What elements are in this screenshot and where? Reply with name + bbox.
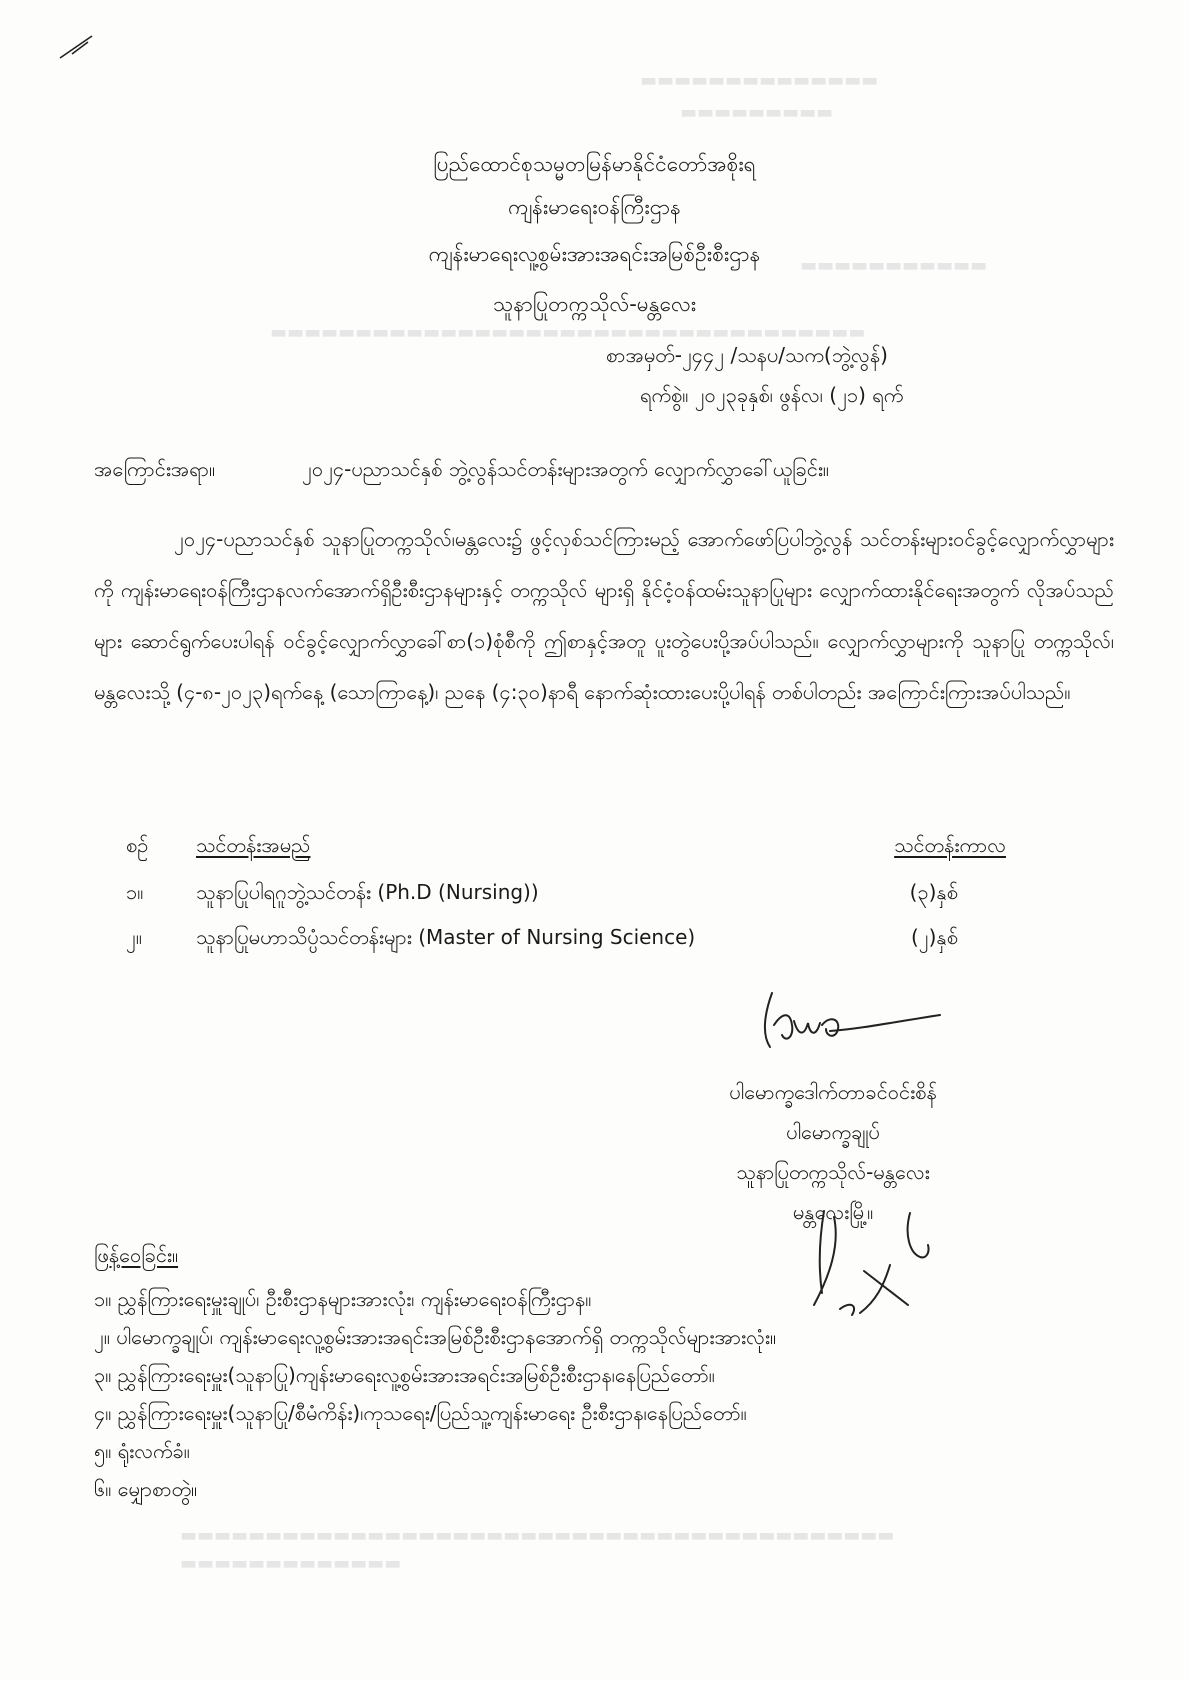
distribution-item: ၄။ ညွှန်ကြားရေးမှူး(သူနာပြု/စီမံကိန်း)၊ကုသရေး/ပြည်သူ့ကျန်းမာရေး ဦးစီးဌာန၊နေပြည်တော်။ (94, 1401, 747, 1425)
distribution-item: ၆။ မျှောစာတွဲ။ (94, 1477, 198, 1501)
letter-date: ရက်စွဲ။ ၂၀၂၃ခုနှစ်၊ ဖွန်လ၊ (၂၁) ရက် (640, 383, 904, 407)
course-row (126, 922, 1006, 952)
handwritten-signature (760, 985, 950, 1055)
distribution-item: ၂။ ပါမောက္ခချုပ်၊ ကျန်းမာရေးလူ့စွမ်းအားအရင်းအမြစ်ဦးစီးဌာနအောက်ရှိ တက္ကသိုလ်များအားလုံး။ (94, 1325, 777, 1349)
distribution-item: ၅။ ရုံးလက်ခံ။ (94, 1439, 190, 1463)
subject-text: ၂၀၂၄-ပညာသင်နှစ် ဘွဲ့လွန်သင်တန်းများအတွက် လျှောက်လွှာခေါ်ယူခြင်း။ (302, 457, 829, 481)
header-ministry: ကျန်းမာရေးဝန်ကြီးဌာန (508, 195, 681, 219)
distribution-item: ၃။ ညွှန်ကြားရေးမှူး(သူနာပြု)ကျန်းမာရေးလူ့စွမ်းအားအရင်းအမြစ်ဦးစီးဌာန၊နေပြည်တော်။ (94, 1363, 715, 1387)
column-header-no: စဉ် (126, 833, 149, 857)
course-no: ၂။ (126, 925, 142, 949)
signatory-name: ပါမောက္ခဒေါက်တာခင်ဝင်းစိန် (729, 1080, 937, 1104)
signatory-title: ပါမောက္ခချုပ် (786, 1120, 880, 1144)
course-no: ၁။ (126, 880, 144, 904)
subject-label: အကြောင်းအရာ။ (94, 457, 216, 481)
course-duration: (၃)နှစ် (909, 880, 958, 904)
distribution-item: ၁။ ညွှန်ကြားရေးမှူးချုပ်၊ ဦးစီးဌာနများအားလုံး၊ ကျန်းမာရေးဝန်ကြီးဌာန။ (94, 1287, 592, 1311)
pen-tick-mark (58, 32, 98, 62)
show-through-line: ▬▬▬▬▬▬▬▬▬▬▬▬▬▬ (640, 70, 879, 91)
column-header-course-name: သင်တန်းအမည် (196, 833, 311, 857)
distribution-label: ဖြန့်ဝေခြင်း။ (94, 1243, 179, 1267)
show-through-line: ▬▬▬▬▬▬▬▬▬▬▬▬▬▬▬▬▬▬▬▬▬▬▬▬▬▬▬▬▬▬▬▬▬▬▬▬▬▬▬▬▬▬ (180, 1525, 895, 1546)
letter-number: စာအမှတ်-၂၄၄၂ /သနပ/သက(ဘွဲ့လွန်) (606, 343, 888, 367)
course-name: သူနာပြုပါရဂူဘွဲ့သင်တန်း (Ph.D (Nursing)) (196, 880, 539, 904)
course-name: သူနာပြုမဟာသိပ္ပံသင်တန်းများ (Master of Nursing Science) (196, 925, 696, 949)
show-through-line: ▬▬▬▬▬▬▬▬▬▬▬▬▬▬▬▬▬▬▬▬▬▬▬▬▬▬▬▬▬▬▬▬▬▬▬ (270, 322, 866, 343)
show-through-line: ▬▬▬▬▬▬▬▬▬▬▬ (800, 255, 988, 276)
header-government: ပြည်ထောင်စုသမ္မတမြန်မာနိုင်ငံတော်အစိုးရ (433, 152, 756, 176)
show-through-line: ▬▬▬▬▬▬▬▬▬▬▬▬▬ (180, 1553, 402, 1574)
header-university: သူနာပြုတက္ကသိုလ်-မန္တလေး (492, 292, 697, 316)
signatory-city: မန္တလေးမြို့။ (792, 1200, 874, 1224)
column-header-duration: သင်တန်းကာလ (894, 833, 1006, 857)
signatory-institution: သူနာပြုတက္ကသိုလ်-မန္တလေး (736, 1160, 930, 1184)
handwritten-initials (800, 1205, 960, 1325)
course-row (126, 877, 1006, 907)
course-table-header (126, 830, 1006, 860)
course-duration: (၂)နှစ် (910, 925, 958, 949)
show-through-line: ▬▬▬▬▬▬▬▬▬ (680, 102, 834, 123)
body-paragraph (94, 514, 1114, 718)
header-department: ကျန်းမာရေးလူ့စွမ်းအားအရင်းအမြစ်ဦးစီးဌာန (428, 242, 761, 266)
body-text: ၂၀၂၄-ပညာသင်နှစ် သူနာပြုတက္ကသိုလ်၊မန္တလေး၌ ဖွင့်လှစ်သင်ကြားမည့် အောက်ဖော်ပြပါဘွဲ့လွန် သင်တန်းများဝင်ခွင့်လျှောက်လွှာများကို ကျန်းမာရေးဝန်ကြီးဌာနလက်အောက်ရှိဦးစီးဌာနများနှင့် တက္ကသိုလ် များရှိ နိုင်ငံ့ဝန်ထမ်းသူနာပြုများ လျှောက်ထားနိုင်ရေးအတွက် လိုအပ်သည်များ ဆောင်ရွက်ပေးပါရန် ဝင်ခွင့်လျှောက်လွှာခေါ်စာ(၁)စုံစီကို ဤစာနှင့်အတူ ပူးတွဲပေးပို့အပ်ပါသည်။ လျှောက်လွှာများကို သူနာပြု တက္ကသိုလ်၊ မန္တလေးသို့ (၄-၈-၂၀၂၃)ရက်နေ့ (သောကြာနေ့)၊ ညနေ (၄:၃၀)နာရီ နောက်ဆုံးထားပေးပို့ပါရန် တစ်ပါတည်း အကြောင်းကြားအပ်ပါသည်။ (94, 527, 1114, 704)
